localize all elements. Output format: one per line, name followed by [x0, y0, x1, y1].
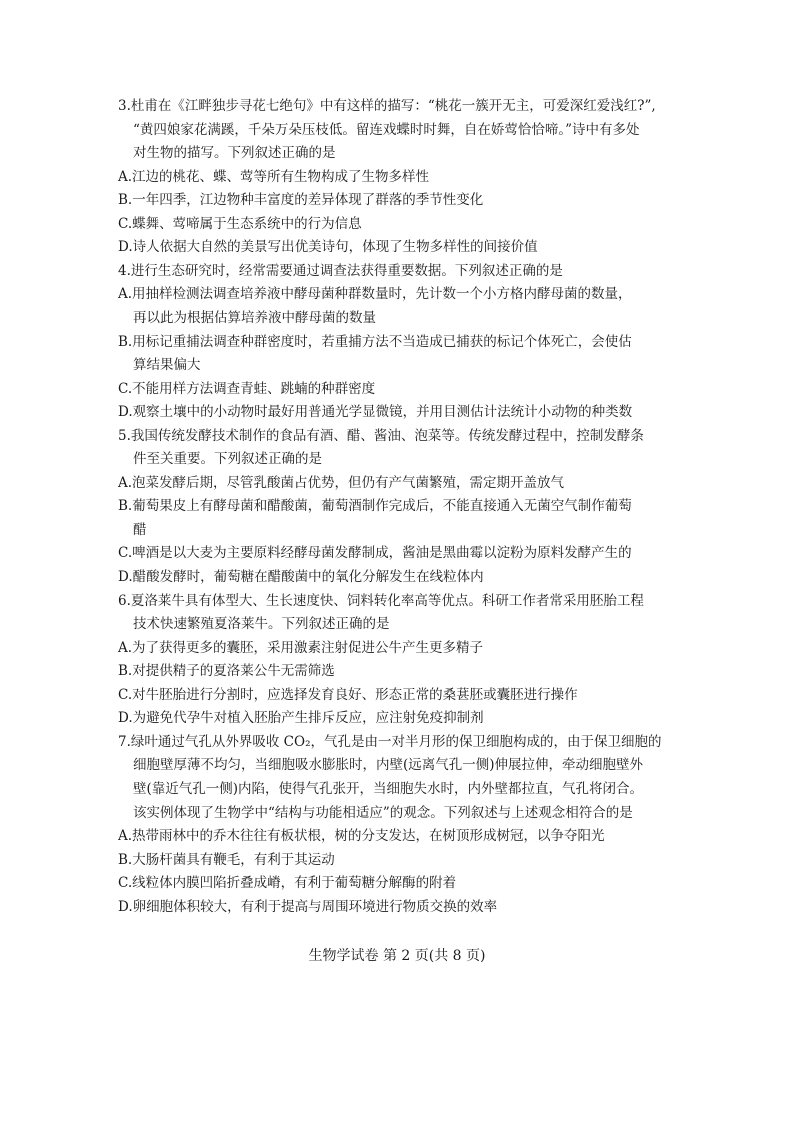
- question-stem-line: “黄四娘家花满蹊，千朵万朵压枝低。留连戏蝶时时舞，自在娇莺恰恰啼。”诗中有多处: [133, 121, 640, 138]
- question-stem-line: 对生物的描写。下列叙述正确的是: [133, 145, 336, 162]
- answer-option: B.葡萄果皮上有酵母菌和醋酸菌，葡萄酒制作完成后，不能直接通入无菌空气制作葡萄: [118, 498, 632, 515]
- question-stem-line: 7.绿叶通过气孔从外界吸收 CO₂，气孔是由一对半月形的保卫细胞构成的，由于保卫细胞的: [118, 733, 662, 750]
- answer-option: D.观察土壤中的小动物时最好用普通光学显微镜，并用目测估计法统计小动物的种类数: [118, 404, 633, 421]
- answer-option: A.泡菜发酵后期，尽管乳酸菌占优势，但仍有产气菌繁殖，需定期开盖放气: [118, 474, 565, 491]
- answer-option: D.为避免代孕牛对植入胚胎产生排斥反应，应注射免疫抑制剂: [118, 710, 484, 727]
- answer-option: B.一年四季，江边物种丰富度的差异体现了群落的季节性变化: [118, 192, 484, 209]
- answer-option: B.用标记重捕法调查种群密度时，若重捕方法不当造成已捕获的标记个体死亡，会使估: [118, 333, 632, 350]
- answer-option: B.大肠杆菌具有鞭毛，有利于其运动: [118, 851, 335, 868]
- question-stem-line: 6.夏洛莱牛具有体型大、生长速度快、饲料转化率高等优点。科研工作者常采用胚胎工程: [118, 592, 644, 609]
- question-stem-line: 件至关重要。下列叙述正确的是: [133, 451, 322, 468]
- answer-option: C.蝶舞、莺啼属于生态系统中的行为信息: [118, 215, 362, 232]
- answer-option: A.热带雨林中的乔木往往有板状根，树的分支发达，在树顶形成树冠，以争夺阳光: [118, 828, 605, 845]
- answer-option: D.卵细胞体积较大，有利于提高与周围环境进行物质交换的效率: [118, 898, 498, 915]
- answer-option: B.对提供精子的夏洛莱公牛无需筛选: [118, 663, 335, 680]
- answer-option: C.不能用样方法调查青蛙、跳蝻的种群密度: [118, 380, 376, 397]
- answer-option: A.江边的桃花、蝶、莺等所有生物构成了生物多样性: [118, 168, 430, 185]
- question-stem-line: 5.我国传统发酵技术制作的食品有酒、醋、酱油、泡菜等。传统发酵过程中，控制发酵条: [118, 427, 644, 444]
- answer-option: C.啤酒是以大麦为主要原料经酵母菌发酵制成，酱油是黑曲霉以淀粉为原料发酵产生的: [118, 545, 632, 562]
- answer-option: D.诗人依据大自然的美景写出优美诗句，体现了生物多样性的间接价值: [118, 239, 538, 256]
- question-stem-line: 3.杜甫在《江畔独步寻花七绝句》中有这样的描写：“桃花一簇开无主，可爱深红爱浅红?”,: [118, 98, 656, 114]
- answer-option: A.用抽样检测法调查培养液中酵母菌种群数量时，先计数一个小方格内酵母菌的数量，: [118, 286, 632, 303]
- question-stem-line: 壁(靠近气孔一侧)内陷，使得气孔张开，当细胞失水时，内外壁都拉直，气孔将闭合。: [133, 780, 644, 797]
- answer-option: A.为了获得更多的囊胚，采用激素注射促进公牛产生更多精子: [118, 639, 484, 656]
- answer-option-continuation: 算结果偏大: [133, 357, 201, 374]
- answer-option: D.醋酸发酵时，葡萄糖在醋酸菌中的氧化分解发生在线粒体内: [118, 569, 484, 585]
- question-stem-line: 细胞壁厚薄不均匀，当细胞吸水膨胀时，内壁(远离气孔一侧)伸展拉伸，牵动细胞壁外: [133, 757, 644, 774]
- answer-option-continuation: 醋: [133, 521, 147, 538]
- answer-option: C.线粒体内膜凹陷折叠成嵴，有利于葡萄糖分解酶的附着: [118, 875, 457, 892]
- answer-option-continuation: 再以此为根据估算培养液中酵母菌的数量: [133, 309, 376, 326]
- question-stem-line: 该实例体现了生物学中“结构与功能相适应”的观念。下列叙述与上述观念相符合的是: [133, 804, 633, 821]
- answer-option: C.对牛胚胎进行分割时，应选择发育良好、形态正常的桑葚胚或囊胚进行操作: [118, 686, 578, 703]
- question-stem-line: 4.进行生态研究时，经常需要通过调查法获得重要数据。下列叙述正确的是: [118, 262, 563, 279]
- page-footer: 生物学试卷 第 2 页(共 8 页): [308, 948, 486, 964]
- question-stem-line: 技术快速繁殖夏洛莱牛。下列叙述正确的是: [133, 616, 390, 633]
